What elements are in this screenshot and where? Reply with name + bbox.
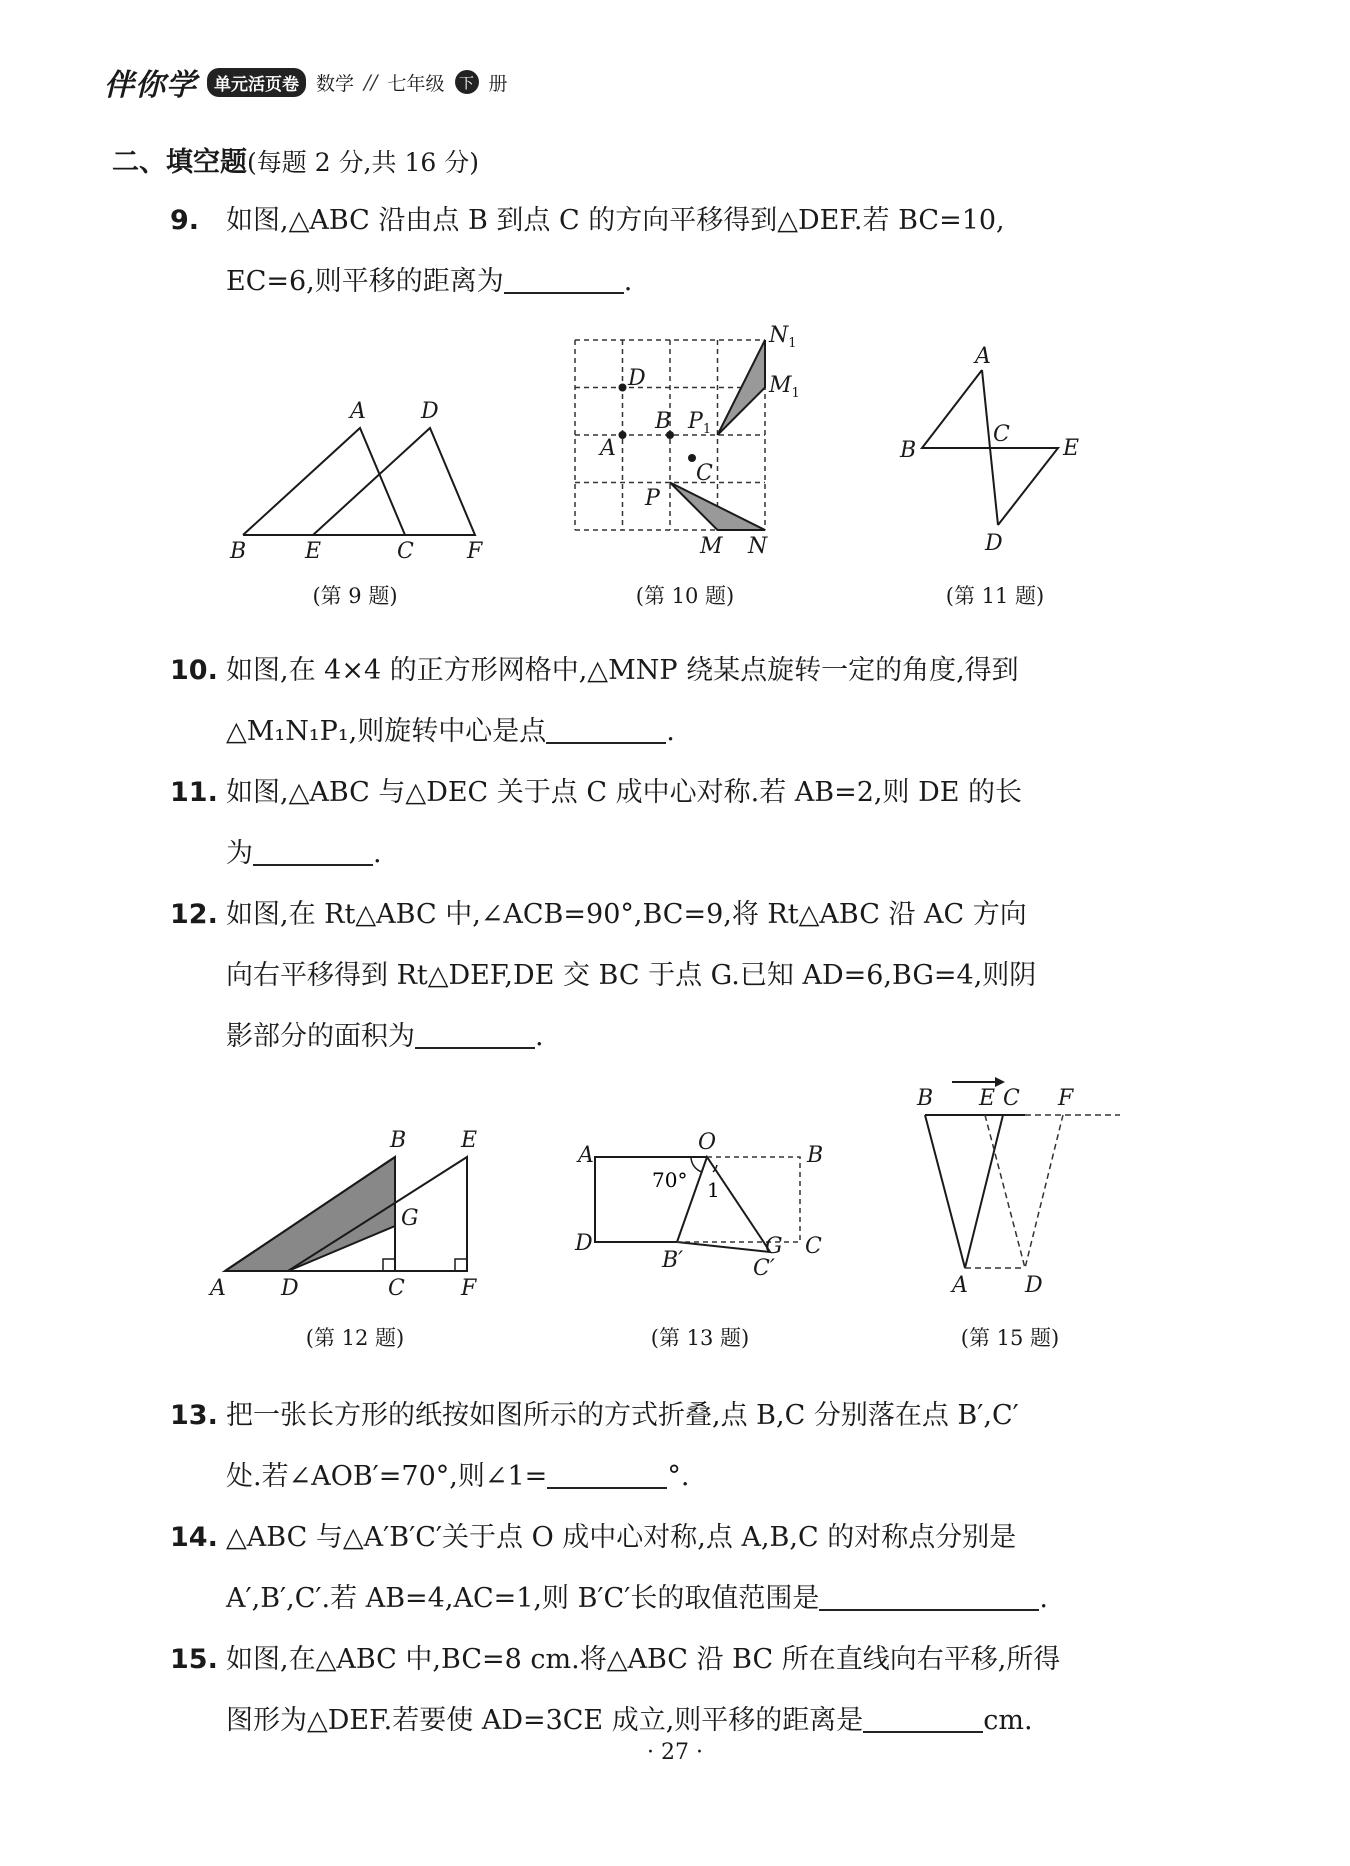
question-text: 处.若∠AOB′=70°,则∠1= (226, 1461, 548, 1492)
grade-label: 七年级 (387, 72, 445, 95)
question-text: 如图,在 4×4 的正方形网格中,△MNP 绕某点旋转一定的角度,得到 (226, 655, 1019, 686)
label-a: A (210, 1276, 226, 1301)
label-b: B (390, 1128, 407, 1153)
section-title (112, 140, 479, 179)
label-f: F (467, 539, 483, 564)
figure-10 (570, 325, 810, 579)
question-text: EC=6,则平移的距离为 (226, 266, 504, 297)
label-g: G (401, 1206, 419, 1231)
question-text: 如图,△ABC 沿由点 B 到点 C 的方向平移得到△DEF.若 BC=10, (226, 205, 1005, 236)
question-number: 10. (170, 655, 218, 686)
label-n: N (748, 534, 768, 559)
question-number: 13. (170, 1400, 218, 1431)
answer-blank[interactable] (253, 836, 373, 866)
question-text: A′,B′,C′.若 AB=4,AC=1,则 B′C′长的取值范围是 (226, 1583, 820, 1614)
question-14 (170, 1507, 1180, 1629)
right-angle-f (455, 1259, 467, 1271)
figure-12 (205, 1125, 505, 1319)
section-heading: 二、填空题 (112, 147, 247, 178)
label-b-prime: B′ (662, 1248, 684, 1273)
question-number: 9. (170, 205, 200, 236)
label-g: G (765, 1234, 783, 1259)
label-c: C (388, 1276, 405, 1301)
label-e: E (305, 539, 322, 564)
question-text: △ABC 与△A′B′C′关于点 O 成中心对称,点 A,B,C 的对称点分别是 (226, 1522, 1017, 1553)
label-d: D (575, 1231, 593, 1256)
label-b: B (655, 409, 672, 434)
label-c-prime: C′ (753, 1256, 775, 1281)
answer-blank[interactable] (504, 264, 624, 294)
label-m: M (700, 534, 723, 559)
page-number: · 27 · (647, 1740, 703, 1765)
label-d: D (421, 399, 439, 424)
question-end: . (1039, 1583, 1048, 1614)
label-a: A (350, 399, 366, 424)
figure-15-caption: (第 15 题) (960, 1326, 1060, 1350)
label-c: C (805, 1234, 822, 1259)
section-note: (每题 2 分,共 16 分) (247, 148, 479, 177)
label-a: A (578, 1143, 594, 1168)
angle-arc (691, 1157, 702, 1172)
answer-blank[interactable] (819, 1581, 1039, 1611)
question-end: . (623, 266, 633, 297)
series-badge: 单元活页卷 (207, 68, 306, 97)
label-m1: $M_1$ (769, 373, 800, 401)
question-11 (170, 762, 1180, 884)
question-text: 如图,在 Rt△ABC 中,∠ACB=90°,BC=9,将 Rt△ABC 沿 AC 方向 (226, 899, 1027, 930)
label-o: O (698, 1130, 717, 1155)
triangle-abc (243, 428, 405, 535)
figure-13-caption: (第 13 题) (650, 1326, 750, 1350)
volume-badge: 下 (455, 70, 479, 94)
rectangle-visible (595, 1157, 707, 1242)
question-9 (170, 190, 1180, 312)
label-d: D (281, 1276, 299, 1301)
point-a (619, 431, 627, 439)
label-f: F (461, 1276, 477, 1301)
page-header (104, 60, 508, 104)
label-p1: $P_1$ (688, 409, 712, 437)
volume-suffix: 册 (488, 72, 508, 95)
figure-13 (565, 1125, 835, 1309)
label-e: E (1063, 436, 1080, 461)
question-number: 11. (170, 777, 218, 808)
question-end: cm. (983, 1705, 1033, 1736)
label-c: C (993, 422, 1010, 447)
triangle-dec (990, 448, 1058, 525)
question-end: °. (667, 1461, 690, 1492)
triangle-mnp (670, 483, 765, 531)
question-text: 如图,△ABC 与△DEC 关于点 C 成中心对称.若 AB=2,则 DE 的长 (226, 777, 1023, 808)
figure-9-caption: (第 9 题) (312, 584, 398, 608)
folded-flap (677, 1157, 770, 1252)
answer-blank[interactable] (863, 1703, 983, 1733)
figure-12-caption: (第 12 题) (305, 1326, 405, 1350)
label-b: B (230, 539, 247, 564)
label-e: E (461, 1128, 478, 1153)
figure-11 (890, 345, 1110, 564)
label-d: D (1025, 1273, 1043, 1298)
subject-label: 数学 (316, 72, 355, 95)
label-d: D (985, 531, 1003, 556)
point-c (688, 454, 696, 462)
label-e: E (979, 1086, 996, 1111)
question-text: 为 (226, 838, 253, 869)
question-end: . (666, 716, 675, 747)
question-text: 把一张长方形的纸按如图所示的方式折叠,点 B,C 分别落在点 B′,C′ (226, 1400, 1019, 1431)
point-d (619, 384, 627, 392)
question-end: . (373, 838, 382, 869)
question-text: 影部分的面积为 (226, 1021, 415, 1052)
question-13 (170, 1385, 1180, 1507)
triangle-m1n1p1 (718, 340, 766, 435)
angle-70-label: 70° (652, 1168, 688, 1192)
label-a: A (600, 436, 616, 461)
label-n1: $N_1$ (769, 323, 797, 351)
rectangle-original (677, 1157, 800, 1242)
question-text: 图形为△DEF.若要使 AD=3CE 成立,则平移的距离是 (226, 1705, 864, 1736)
label-c: C (397, 539, 414, 564)
answer-blank[interactable] (415, 1019, 535, 1049)
label-b: B (900, 438, 917, 463)
label-p: P (645, 486, 660, 511)
figure-11-caption: (第 11 题) (945, 584, 1045, 608)
label-c: C (1003, 1086, 1020, 1111)
triangle-abc (922, 370, 990, 448)
label-a: A (952, 1273, 968, 1298)
label-a: A (975, 344, 991, 369)
question-text: △M₁N₁P₁,则旋转中心是点 (226, 716, 547, 747)
right-angle-c (383, 1259, 395, 1271)
label-c: C (696, 461, 713, 486)
question-10 (170, 640, 1180, 762)
angle-1-label: 1 (707, 1178, 720, 1202)
label-b: B (917, 1086, 934, 1111)
label-b: B (807, 1143, 824, 1168)
question-12 (170, 884, 1180, 1067)
label-d: D (628, 366, 646, 391)
brand-logo: 伴你学 (104, 68, 197, 103)
answer-blank[interactable] (547, 1459, 667, 1489)
question-number: 15. (170, 1644, 218, 1675)
header-separator: // (364, 70, 378, 94)
label-f: F (1058, 1086, 1074, 1111)
question-number: 14. (170, 1522, 218, 1553)
question-text: 向右平移得到 Rt△DEF,DE 交 BC 于点 G.已知 AD=6,BG=4,则阴 (226, 960, 1037, 991)
question-text: 如图,在△ABC 中,BC=8 cm.将△ABC 沿 BC 所在直线向右平移,所得 (226, 1644, 1061, 1675)
figure-10-caption: (第 10 题) (635, 584, 735, 608)
triangle-def (313, 428, 475, 535)
figure-15 (905, 1070, 1135, 1314)
question-15 (170, 1629, 1180, 1751)
figure-9 (225, 395, 485, 569)
question-number: 12. (170, 899, 218, 930)
answer-blank[interactable] (546, 714, 666, 744)
question-end: . (535, 1021, 544, 1052)
